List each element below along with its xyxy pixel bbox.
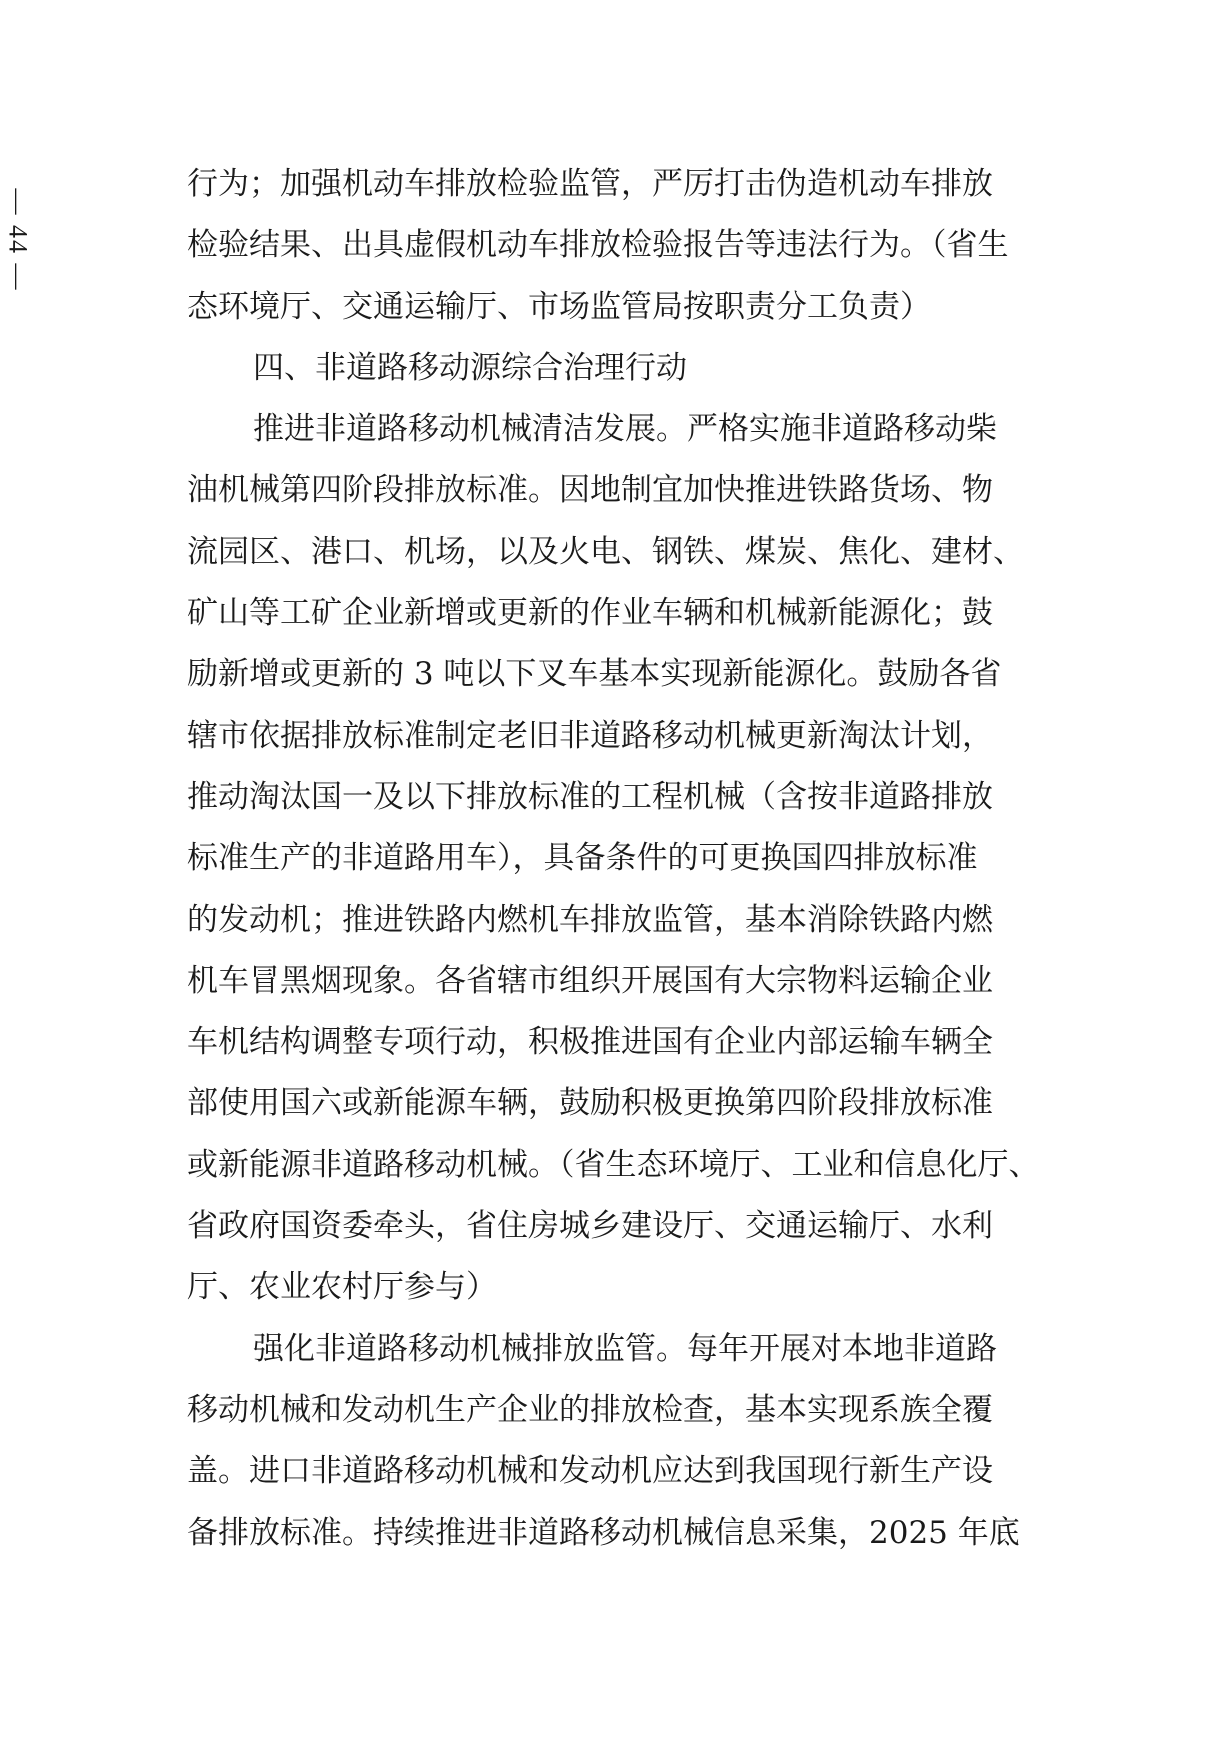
text-line: 标准生产的非道路用车），具备条件的可更换国四排放标准 xyxy=(187,840,978,877)
text-line: 态环境厅、交通运输厅、市场监管局按职责分工负责） xyxy=(187,288,931,325)
text-line: 行为；加强机动车排放检验监管，严厉打击伪造机动车排放 xyxy=(187,166,993,202)
text-line: 油机械第四阶段排放标准。因地制宜加快推进铁路货场、物 xyxy=(187,472,993,509)
text-line: 或新能源非道路移动机械。（省生态环境厅、工业和信息化厅、 xyxy=(187,1146,1040,1183)
text-line: 机车冒黑烟现象。各省辖市组织开展国有大宗物料运输企业 xyxy=(187,962,993,999)
text-line: 励新增或更新的 3 吨以下叉车基本实现新能源化。鼓励各省 xyxy=(187,656,1002,693)
text-line: 强化非道路移动机械排放监管。每年开展对本地非道路 xyxy=(253,1330,997,1367)
text-line: 推动淘汰国一及以下排放标准的工程机械（含按非道路排放 xyxy=(187,778,993,815)
text-line: 省政府国资委牵头，省住房城乡建设厅、交通运输厅、水利 xyxy=(187,1208,993,1245)
text-line: 四、非道路移动源综合治理行动 xyxy=(253,349,687,386)
document-body xyxy=(187,154,1057,1564)
page-number-label: — 44 — xyxy=(3,188,32,292)
text-line: 部使用国六或新能源车辆，鼓励积极更换第四阶段排放标准 xyxy=(187,1085,993,1122)
text-line: 检验结果、出具虚假机动车排放检验报告等违法行为。（省生 xyxy=(187,227,1009,264)
text-line: 的发动机；推进铁路内燃机车排放监管，基本消除铁路内燃 xyxy=(187,901,993,938)
text-line: 车机结构调整专项行动，积极推进国有企业内部运输车辆全 xyxy=(187,1024,993,1061)
text-line: 流园区、港口、机场，以及火电、钢铁、煤炭、焦化、建材、 xyxy=(187,533,1024,570)
text-line: 移动机械和发动机生产企业的排放检查，基本实现系族全覆 xyxy=(187,1391,993,1428)
page-number xyxy=(2,180,32,300)
text-line: 盖。进口非道路移动机械和发动机应达到我国现行新生产设 xyxy=(187,1453,993,1490)
text-line: 厅、农业农村厅参与） xyxy=(187,1269,497,1306)
text-line: 推进非道路移动机械清洁发展。严格实施非道路移动柴 xyxy=(253,411,997,448)
text-line: 辖市依据排放标准制定老旧非道路移动机械更新淘汰计划， xyxy=(187,717,993,754)
text-line: 矿山等工矿企业新增或更新的作业车辆和机械新能源化；鼓 xyxy=(187,595,993,632)
text-line: 备排放标准。持续推进非道路移动机械信息采集，2025 年底 xyxy=(187,1514,1020,1551)
